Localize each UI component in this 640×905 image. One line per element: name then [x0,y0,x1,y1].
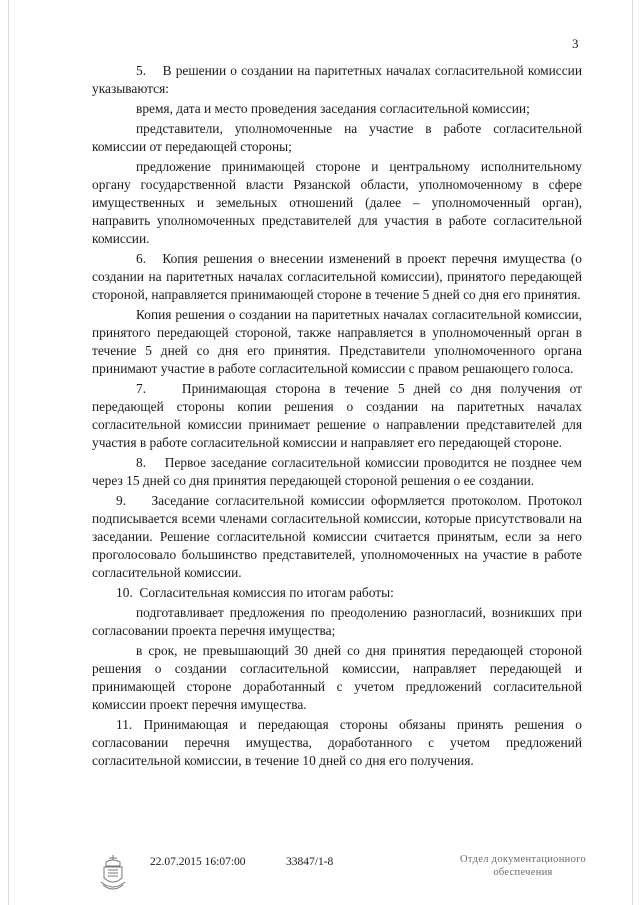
footer-datetime: 22.07.2015 16:07:00 [150,856,246,868]
page-number: 3 [572,36,579,51]
paragraph-6-copy: Копия решения о создании на паритетных началах согласительной комиссии, принятого передающей стороной, также направляется в уполномоченный орган в течение 5 дней со дня его принятия. Представители уполномоченного органа принимают участие в работе согласительной комиссии с правом решающего голоса. [92,307,582,376]
paragraph-5-item-time: время, дата и место проведения заседания согласительной комиссии; [136,101,530,116]
paragraph-9: 9. Заседание согласительной комиссии оформляется протоколом. Протокол подписывается всеми членами согласительной комиссии, которые присутствовали на заседании. Решение согласительной комиссии считается принятым, если за него проголосовало большинство представителей, уполномоченных на участие в работе согласительной комиссии. [92,493,582,580]
paragraph-10-item-deadline: в срок, не превышающий 30 дней со дня принятия передающей стороной решения о создании согласительной комиссии, направляет передающей и принимающей стороне доработанный с учетом предложений согласительной комиссии проект перечня имущества. [92,643,582,712]
footer-doc-code: 33847/1-8 [286,856,334,868]
paragraph-7: 7. Принимающая сторона в течение 5 дней со дня получения от передающей стороны копии решения о создании на паритетных началах согласительной комиссии принимает решение о направлении представителей для участия в работе согласительной комиссии и направляет его передающей стороне. [92,381,582,450]
paragraph-8: 8. Первое заседание согласительной комиссии проводится не позднее чем через 15 дней со дня принятия передающей стороной решения о ее создании. [92,455,582,488]
paragraph-10: 10. Согласительная комиссия по итогам работы: [116,585,394,600]
scan-edge-right [632,0,633,905]
paragraph-5-item-proposal: предложение принимающей стороне и центральному исполнительному органу государственной власти Рязанской области, уполномоченному в сфере имущественных и земельных отношений (далее – уполномоченный орган), направить уполномоченных представителей для участия в работе согласительной комиссии. [92,159,582,246]
scan-edge-left [8,0,9,905]
document-body [92,62,582,772]
coat-of-arms-icon [98,852,128,892]
footer-stamp: Отдел документационного обеспечения [459,854,587,878]
paragraph-5: 5. В решении о создании на паритетных началах согласительной комиссии указываются: [92,63,582,96]
paragraph-11: 11. Принимающая и передающая стороны обязаны принять решения о согласовании перечня имущества, доработанного с учетом предложений согласительной комиссии, в течение 10 дней со дня его получения. [92,717,582,768]
paragraph-5-item-representatives: представители, уполномоченные на участие в работе согласительной комиссии от передающей стороны; [92,121,582,154]
paragraph-6: 6. Копия решения о внесении изменений в проект перечня имущества (о создании на паритетных началах согласительной комиссии), принятого передающей стороной, направляется принимающей стороне в течение 5 дней со дня его принятия. [92,251,582,302]
paragraph-10-item-prepare: подготавливает предложения по преодолению разногласий, возникших при согласовании проекта перечня имущества; [92,605,582,638]
